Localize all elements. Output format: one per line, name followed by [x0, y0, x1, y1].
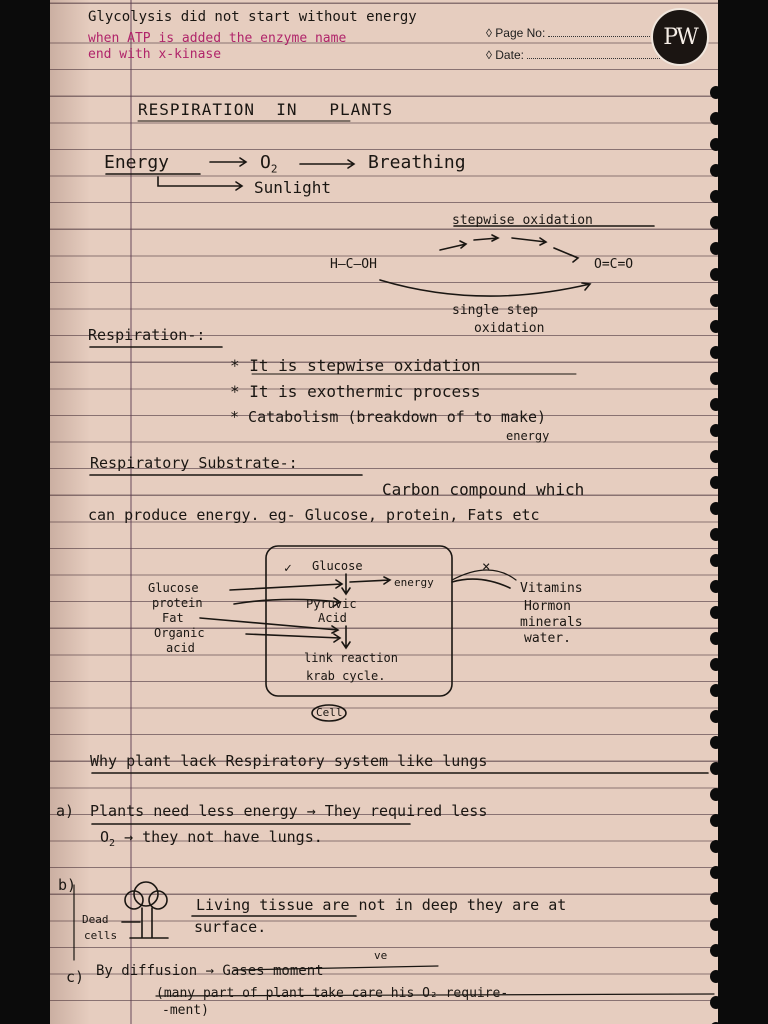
glucose-arrow [230, 580, 342, 590]
respiration-point: * Catabolism (breakdown of to make) [230, 408, 547, 426]
substrate-line2: can produce energy. eg- Glucose, protein, Fats etc [88, 506, 540, 524]
box-energy: energy [394, 576, 434, 589]
not-used-water: water. [524, 631, 571, 646]
dead-cells-label-2: cells [84, 929, 118, 942]
spiral-hole [710, 788, 718, 801]
box-link-reaction: link reaction [304, 651, 398, 665]
cell-label: Cell [316, 706, 343, 719]
spiral-holes [706, 0, 718, 1024]
answer-a-o2: O [100, 828, 110, 846]
not-used-hormon: Hormon [524, 599, 571, 614]
breathing-word: Breathing [368, 152, 466, 173]
page-no-label: Page No: [495, 26, 546, 40]
spiral-hole [710, 398, 718, 411]
product-formula: O=C=O [594, 257, 634, 272]
o2-subscript: 2 [270, 162, 278, 176]
date-label: Date: [495, 48, 524, 62]
energy-out-arrow [350, 577, 390, 584]
vitamins-arrow [452, 570, 516, 580]
spiral-hole [710, 502, 718, 515]
spiral-hole [710, 424, 718, 437]
spiral-hole [710, 892, 718, 905]
o2-to-breathing-arrow [300, 160, 354, 168]
input-fat: Fat [162, 611, 184, 625]
step-arrow-2 [474, 235, 498, 241]
spiral-hole [710, 762, 718, 775]
cross-mark: × [482, 559, 491, 575]
input-organic: Organic [154, 626, 205, 640]
spiral-hole [710, 580, 718, 593]
spiral-hole [710, 450, 718, 463]
hand-drawn-strokes [50, 0, 718, 1024]
stepwise-oxidation-label: stepwise oxidation [452, 213, 593, 228]
sunlight-word: Sunlight [254, 178, 332, 197]
question-lungs: Why plant lack Respiratory system like lungs [90, 752, 488, 770]
spiral-hole [710, 840, 718, 853]
dead-cells-label: Dead [82, 913, 109, 926]
c-strike2 [156, 994, 714, 996]
answer-c-line1: By diffusion → Gases moment [96, 963, 324, 979]
energy-to-o2-arrow [210, 158, 246, 166]
input-acid: acid [166, 641, 195, 655]
step-arrow-1 [440, 241, 466, 250]
fat-arrow [200, 618, 338, 633]
spiral-hole [710, 242, 718, 255]
spiral-hole [710, 606, 718, 619]
spiral-hole [710, 710, 718, 723]
acid-down-arrow [342, 626, 350, 648]
notebook-page [50, 0, 718, 1024]
single-step-oxidation-label: oxidation [474, 321, 545, 336]
spiral-hole [710, 268, 718, 281]
answer-b-line1: Living tissue are not in deep they are at [196, 896, 567, 914]
answer-a-rest: → they not have lungs. [115, 828, 323, 846]
tree-trunk-icon [130, 908, 168, 938]
spiral-hole [710, 970, 718, 983]
answer-a-line1: Plants need less energy → They required less [90, 802, 488, 820]
spiral-hole [710, 918, 718, 931]
substrate-heading: Respiratory Substrate-: [90, 454, 298, 472]
spiral-hole [710, 736, 718, 749]
step-arrow-3 [512, 238, 546, 245]
not-used-minerals: minerals [520, 615, 583, 630]
spiral-hole [710, 658, 718, 671]
answer-b-label: b) [58, 876, 77, 894]
answer-c-ve: ve [374, 949, 388, 962]
spiral-hole [710, 346, 718, 359]
page-title: RESPIRATION IN PLANTS [138, 100, 394, 119]
answer-a-label: a) [56, 802, 75, 820]
spiral-hole [710, 190, 718, 203]
single-step-label: single step [452, 303, 539, 318]
single-step-arrow [380, 280, 590, 296]
spiral-hole [710, 216, 718, 229]
spiral-hole [710, 372, 718, 385]
step-arrow-4 [554, 248, 578, 262]
input-glucose: Glucose [148, 581, 199, 595]
answer-b-line2: surface. [194, 918, 267, 936]
respiration-point: * It is exothermic process [230, 382, 481, 401]
o2-symbol: O [260, 152, 271, 173]
tick-mark: ✓ [284, 561, 292, 576]
answer-c-line2: (many part of plant take care his O₂ require- [156, 986, 509, 1001]
atp-note: when ATP is added the enzyme name [88, 31, 347, 46]
spiral-hole [710, 814, 718, 827]
spiral-hole [710, 476, 718, 489]
pw-logo-text: PW [663, 24, 697, 50]
substrate-line1: Carbon compound which [382, 480, 585, 499]
answer-c-label: c) [66, 968, 85, 986]
answer-c-line3: -ment) [162, 1003, 209, 1018]
spiral-hole [710, 164, 718, 177]
date-field: ◊ Date: [486, 48, 662, 62]
spiral-hole [710, 632, 718, 645]
answer-a-o2-sub: 2 [109, 838, 116, 849]
spiral-hole [710, 944, 718, 957]
tree-crown-icon [134, 882, 158, 906]
spiral-hole [710, 684, 718, 697]
kinase-note: end with x-kinase [88, 47, 222, 62]
page-no-field: ◊ Page No: [486, 26, 668, 40]
c-strike [234, 966, 438, 970]
energy-to-sunlight-arrow [158, 177, 242, 190]
cell-box [266, 546, 452, 696]
spiral-hole [710, 866, 718, 879]
not-used-vitamins: Vitamins [520, 581, 583, 596]
box-glucose: Glucose [312, 559, 363, 573]
spiral-hole [710, 138, 718, 151]
respiration-point: * It is stepwise oxidation [230, 356, 481, 375]
protein-arrow [234, 598, 340, 606]
spiral-hole [710, 294, 718, 307]
organic-acid-arrow [246, 634, 340, 642]
box-acid: Acid [318, 611, 347, 625]
spiral-hole [710, 86, 718, 99]
reactant-formula: H—C—OH [330, 257, 377, 272]
spiral-hole [710, 528, 718, 541]
input-protein: protein [152, 596, 203, 610]
cell-label-circle [312, 705, 346, 721]
spiral-hole [710, 320, 718, 333]
glycolysis-note: Glycolysis did not start without energy [88, 9, 417, 25]
energy-word: Energy [104, 152, 170, 173]
spiral-hole [710, 996, 718, 1009]
respiration-heading: Respiration-: [88, 326, 206, 344]
spiral-hole [710, 112, 718, 125]
box-krab-cycle: krab cycle. [306, 669, 386, 683]
energy-note: energy [506, 429, 550, 443]
spiral-hole [710, 554, 718, 567]
vitamins-line [452, 579, 510, 588]
box-pyruvic: Pyruvic [306, 597, 357, 611]
